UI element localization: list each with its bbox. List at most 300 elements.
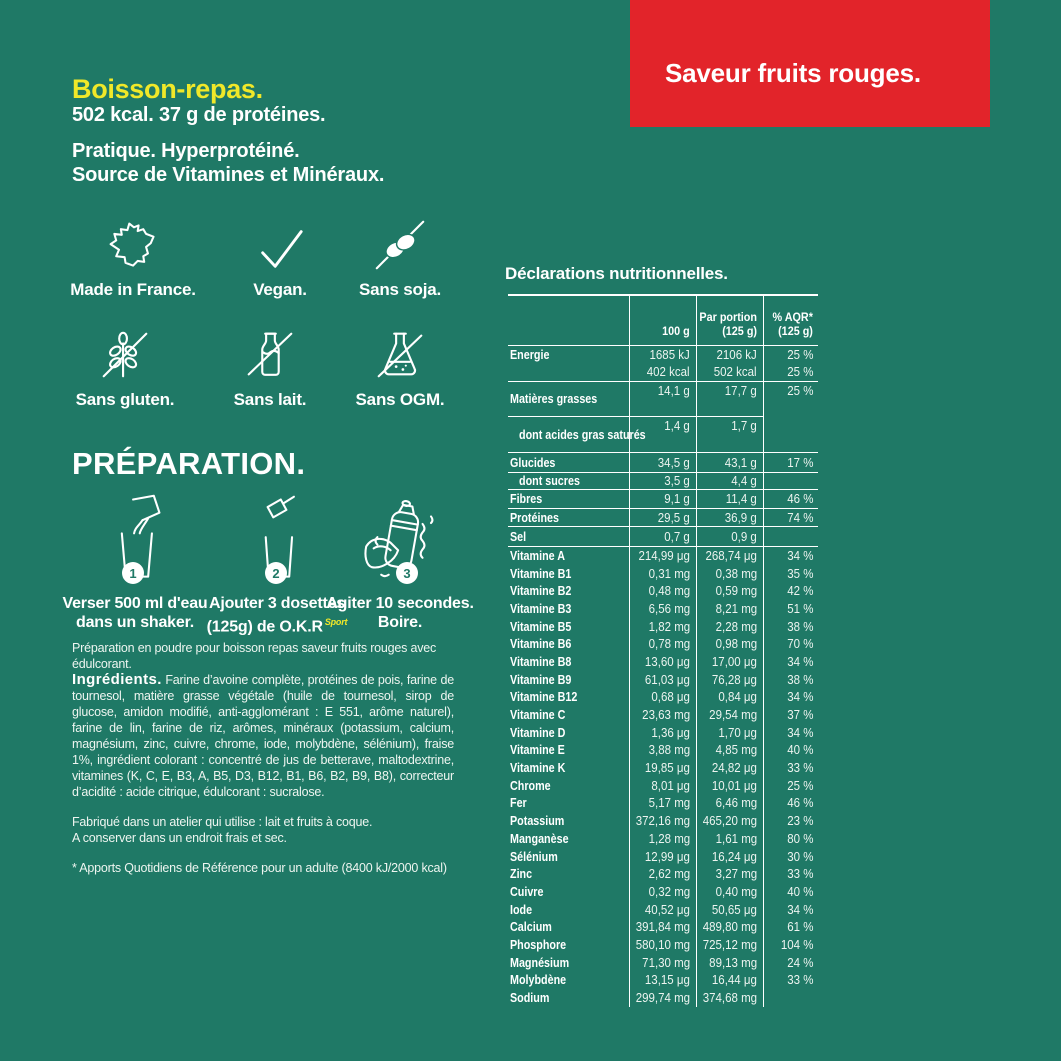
value-per-100g-cell [630,954,697,972]
nutrition-row [508,795,818,813]
value-per-100g: 40,52 μg [644,902,690,917]
value-per-portion: 16,44 μg [711,973,757,988]
value-aqr: 74 % [786,510,813,525]
value-per-100g: 1,28 mg [648,831,690,846]
value-per-100g: 1,4 g [664,419,690,433]
nutrition-row [508,547,818,565]
nutrient-name: Phosphore [510,937,567,952]
value-per-portion-cell [697,490,764,508]
value-per-100g-cell [630,901,697,919]
nutrient-name: Glucides [510,455,556,470]
value-per-100g: 3,5 g [664,474,690,488]
value-aqr-cell [764,509,818,526]
value-per-portion-cell [697,582,764,600]
value-aqr-cell [764,848,818,866]
nutrient-name: Vitamine D [510,725,566,740]
value-aqr-cell [764,600,818,618]
nutrition-row [508,724,818,742]
nutrition-row [508,865,818,883]
value-aqr-cell [764,453,818,472]
value-per-100g-cell [630,865,697,883]
value-per-100g: 1,82 mg [648,619,690,634]
value-per-100g-cell [630,936,697,954]
value-per-portion: 24,82 μg [711,761,757,776]
nutrition-row [508,742,818,760]
value-per-100g: 19,85 μg [644,761,690,776]
header-empty-cell [508,296,630,345]
nutrient-name-cell [508,759,630,777]
value-per-100g: 12,99 μg [644,849,690,864]
value-aqr: 33 % [786,761,813,776]
nutrient-name-cell [508,742,630,760]
value-per-100g: 372,16 mg [635,814,690,829]
nutrient-name-cell [508,795,630,813]
flavor-label: Saveur fruits rouges. [665,58,921,88]
value-per-100g-cell [630,382,697,417]
nutrient-name: Iode [510,902,533,917]
value-per-portion-cell [697,936,764,954]
nutrition-row [508,936,818,954]
value-per-portion-cell [697,830,764,848]
nutrient-name-cell [508,618,630,636]
nutrition-row [508,671,818,689]
value-aqr: 34 % [786,548,813,563]
value-aqr-cell [764,565,818,583]
nutrient-name-cell [508,830,630,848]
nutrient-name: Protéines [510,510,559,525]
value-per-100g-cell [630,777,697,795]
value-per-100g-cell [630,830,697,848]
value-aqr-cell [764,582,818,600]
nutrition-row [508,346,818,363]
value-per-portion: 76,28 μg [711,672,757,687]
value-aqr-cell [764,653,818,671]
value-per-portion: 0,40 mg [715,884,757,899]
value-aqr: 25 % [786,778,813,793]
nutrient-name-cell [508,417,646,452]
value-per-portion-cell [697,759,764,777]
value-per-portion-cell [697,417,764,452]
nutrient-name: Cuivre [510,884,544,899]
value-aqr: 30 % [786,849,813,864]
france-map-icon [63,216,203,274]
value-aqr-cell [764,618,818,636]
value-per-portion-cell [697,689,764,707]
value-per-portion-cell [697,527,764,546]
value-per-portion: 17,7 g [725,384,757,398]
nutrition-row [508,759,818,777]
value-aqr: 33 % [786,973,813,988]
prep-step-1 [60,490,210,632]
value-per-portion-cell [697,671,764,689]
nutrient-name: Vitamine B2 [510,584,572,599]
value-aqr: 40 % [786,743,813,758]
nutrient-name: Fer [510,796,527,811]
step-label: Agiter 10 secondes. Boire. [326,595,474,631]
value-per-portion-cell [697,363,764,381]
nutrient-name: Vitamine B9 [510,672,572,687]
value-per-portion: 3,27 mg [715,867,757,882]
value-per-100g: 0,68 μg [651,690,690,705]
pour-water-icon [60,490,210,586]
value-aqr: 80 % [786,831,813,846]
value-per-100g-cell [630,812,697,830]
nutrient-name-cell [508,509,630,526]
value-per-portion: 89,13 mg [709,955,757,970]
value-per-portion: 1,7 g [731,419,757,433]
value-per-portion: 16,24 μg [711,849,757,864]
value-per-100g: 71,30 mg [642,955,690,970]
value-per-portion: 0,38 mg [715,566,757,581]
value-per-100g: 3,88 mg [648,743,690,758]
value-per-portion-cell [697,509,764,526]
nutrition-row [508,363,818,382]
value-aqr-cell [764,417,818,452]
nutrition-row [508,918,818,936]
value-per-100g: 580,10 mg [635,937,690,952]
nutrient-name: Vitamine B5 [510,619,572,634]
value-aqr-cell [764,742,818,760]
nutrient-name: Zinc [510,867,533,882]
nutrient-name: Vitamine C [510,708,566,723]
nutrition-row [508,848,818,866]
value-per-portion-cell [697,706,764,724]
value-aqr-cell [764,777,818,795]
value-aqr-cell [764,936,818,954]
badge-no-milk [210,326,330,410]
value-aqr-cell [764,635,818,653]
value-aqr-cell [764,473,818,489]
value-per-portion: 17,00 μg [711,654,757,669]
allergen-notice: Fabriqué dans un atelier qui utilise : lait et fruits à coque. A conserver dans un endroit frais et sec. [72,815,373,845]
value-per-portion: 0,9 g [731,529,757,544]
nutrition-row [508,565,818,583]
nutrient-name: Sélénium [510,849,558,864]
value-aqr: 24 % [786,955,813,970]
step-number-badge: 2 [265,562,287,584]
step-label: Ajouter 3 dosettes (125g) de O.K.R $^{Sport}$ [206,595,348,636]
badge-label: Vegan. [253,280,307,299]
tagline-line2: Source de Vitamines et Minéraux. [72,164,385,186]
nutrient-name: Sel [510,529,527,544]
value-aqr-cell [764,759,818,777]
nutrition-row [508,830,818,848]
value-per-100g-cell [630,848,697,866]
value-per-portion-cell [697,565,764,583]
value-per-100g-cell [630,795,697,813]
nutrient-name: Vitamine A [510,548,565,563]
step-number-badge: 1 [122,562,144,584]
nutrition-table [508,294,818,1007]
nutrition-row [508,635,818,653]
value-per-portion: 11,4 g [725,492,757,506]
nutrient-name-cell [508,883,630,901]
nutrition-row [508,689,818,707]
value-per-portion-cell [697,812,764,830]
value-aqr-cell [764,812,818,830]
no-gluten-icon [65,326,185,384]
value-per-100g-cell [630,473,697,489]
value-aqr-cell [764,671,818,689]
nutrient-name: Magnésium [510,955,570,970]
no-gmo-icon [340,326,460,384]
badge-no-soy [345,216,455,300]
value-per-portion: 725,12 mg [702,937,757,952]
nutrient-name-cell [508,600,630,618]
value-per-100g-cell [630,918,697,936]
nutrition-row [508,509,818,527]
value-aqr: 46 % [786,796,813,811]
value-per-portion: 50,65 μg [711,902,757,917]
value-per-100g-cell [630,972,697,990]
value-aqr: 104 % [780,937,813,952]
value-aqr-cell [764,382,818,417]
value-per-portion: 0,98 mg [715,637,757,652]
value-per-portion: 2106 kJ [716,347,757,362]
nutrient-name: Vitamine B8 [510,654,572,669]
value-aqr-cell [764,989,818,1007]
nutrient-name-cell [508,453,630,472]
value-per-portion: 29,54 mg [709,708,757,723]
value-aqr-cell [764,865,818,883]
nutrient-name-cell [508,812,630,830]
value-aqr: 42 % [786,584,813,599]
nutrient-name: Potassium [510,814,565,829]
value-per-100g-cell [630,346,697,363]
value-aqr: 34 % [786,902,813,917]
value-aqr: 38 % [786,672,813,687]
value-aqr: 70 % [786,637,813,652]
nutrient-name-cell [508,706,630,724]
value-per-portion-cell [697,742,764,760]
value-per-portion-cell [697,865,764,883]
value-per-portion: 4,4 g [731,474,757,488]
nutrition-row [508,600,818,618]
value-per-100g-cell [630,671,697,689]
product-tagline [72,139,384,187]
nutrient-name-cell [508,653,630,671]
nutrient-name-cell [508,582,630,600]
badge-made-in-france [63,216,203,300]
value-per-portion: 1,61 mg [715,831,757,846]
value-per-portion-cell [697,600,764,618]
value-per-100g-cell [630,527,697,546]
nutrient-name-cell [508,724,630,742]
value-per-portion: 2,28 mg [715,619,757,634]
value-per-portion: 374,68 mg [702,991,757,1006]
value-per-100g: 23,63 mg [642,708,690,723]
nutrient-name-cell [508,972,630,990]
value-per-portion: 8,21 mg [715,601,757,616]
value-per-portion-cell [697,453,764,472]
shake-icon [325,490,475,586]
header-aqr-cell: % AQR* (125 g) [772,310,813,338]
value-per-100g: 13,15 μg [644,973,690,988]
nutrient-name-cell [508,671,630,689]
nutrition-row [508,706,818,724]
tagline-line1: Pratique. Hyperprotéiné. [72,140,300,162]
value-per-100g: 0,78 mg [648,637,690,652]
value-per-100g-cell [630,453,697,472]
value-aqr: 46 % [786,492,813,506]
value-per-100g: 13,60 μg [644,654,690,669]
value-per-100g: 1685 kJ [649,347,690,362]
value-per-100g: 9,1 g [664,492,690,506]
value-per-100g-cell [630,547,697,565]
ingredients-heading: Ingrédients. [72,671,162,688]
nutrition-row [508,954,818,972]
nutrition-row [508,618,818,636]
value-per-portion: 1,70 μg [718,725,757,740]
step-number-badge: 3 [396,562,418,584]
nutrient-name: Calcium [510,920,552,935]
value-per-100g-cell [630,742,697,760]
product-description: Préparation en poudre pour boisson repas saveur fruits rouges avec édulcorant. [72,641,437,671]
value-per-portion-cell [697,989,764,1007]
value-per-portion-cell [697,795,764,813]
reference-note: * Apports Quotidiens de Référence pour un adulte (8400 kJ/2000 kcal) [72,861,447,875]
value-aqr: 25 % [786,347,813,362]
value-per-portion-cell [697,848,764,866]
nutrition-row [508,972,818,990]
nutrient-name: Vitamine E [510,743,565,758]
value-per-portion: 0,84 μg [718,690,757,705]
ingredients-body: Farine d’avoine complète, protéines de pois, farine de tournesol, matière grasse végétale (huile de tournesol, sirop de glucose, amidon modifié, anti-agglomérant : E 551, arôme naturel), farine de lin, farine de riz, arômes, minéraux (potassium, calcium, magnésium, zinc, cuivre, chrome, iode, molybdène, sélénium), fraise 1%, ingrédient colorant : concentré de jus de betterave, maltodextrine, vitamines (K, C, E, B3, A, B5, D3, B12, B1, B6, B2, B9, B8), correcteur d’acidité : acide citrique, édulcorant : sucralose. [72,673,454,799]
value-per-portion-cell [697,547,764,565]
value-aqr: 34 % [786,690,813,705]
value-aqr-cell [764,363,818,381]
nutrient-name-cell [508,635,630,653]
badge-vegan [220,216,340,300]
nutrient-name: Vitamine B3 [510,601,572,616]
value-per-100g-cell [630,600,697,618]
nutrient-name-cell [508,918,630,936]
value-aqr-cell [764,490,818,508]
value-per-100g: 0,7 g [664,529,690,544]
value-aqr-cell [764,527,818,546]
nutrient-name-cell [508,865,630,883]
nutrient-name: Fibres [510,492,543,506]
value-per-portion-cell [697,653,764,671]
value-per-100g: 8,01 μg [651,778,690,793]
badge-label: Made in France. [70,280,196,299]
value-per-100g-cell [630,706,697,724]
value-per-portion: 502 kcal [714,365,757,379]
value-aqr: 25 % [786,365,813,379]
value-per-100g: 6,56 mg [648,601,690,616]
nutrient-name-cell [508,901,630,919]
flavor-banner [630,0,990,127]
nutrient-name: dont sucres [519,474,580,488]
value-per-100g-cell [630,490,697,508]
nutrition-row [508,490,818,509]
nutrition-row [508,582,818,600]
header-100g-cell: 100 g [630,296,697,345]
value-per-portion-cell [697,777,764,795]
value-per-100g: 0,48 mg [648,584,690,599]
value-per-portion: 36,9 g [725,510,757,525]
nutrient-name-cell [508,777,630,795]
value-per-100g: 29,5 g [658,510,690,525]
value-per-100g: 0,31 mg [648,566,690,581]
nutrient-name: Matières grasses [510,392,598,406]
value-aqr-cell [764,972,818,990]
nutrient-name-cell [508,363,630,381]
value-per-100g: 14,1 g [658,384,690,398]
value-aqr: 34 % [786,654,813,669]
value-aqr-cell [764,689,818,707]
value-per-portion: 465,20 mg [702,814,757,829]
nutrition-row [508,417,818,453]
nutrient-name: Chrome [510,778,551,793]
nutrition-rows [508,346,818,1007]
product-title: Boisson-repas. [72,74,263,104]
value-per-100g: 34,5 g [658,455,690,470]
nutrient-name: Vitamine B1 [510,566,572,581]
nutrient-name-cell [508,527,630,546]
nutrient-name: Molybdène [510,973,567,988]
value-aqr: 23 % [786,814,813,829]
value-aqr: 25 % [786,384,813,398]
value-aqr: 34 % [786,725,813,740]
nutrient-name: Energie [510,347,550,362]
value-aqr: 37 % [786,708,813,723]
value-aqr-cell [764,954,818,972]
value-per-portion-cell [697,618,764,636]
nutrient-name-cell [508,989,630,1007]
nutrition-row [508,883,818,901]
nutrition-row [508,473,818,490]
preparation-title: PRÉPARATION. [72,446,306,481]
value-per-portion-cell [697,382,764,417]
value-aqr-cell [764,346,818,363]
value-per-100g-cell [630,653,697,671]
value-per-portion: 268,74 μg [705,548,757,563]
prep-step-3 [325,490,475,632]
nutrient-name: dont acides gras saturés [519,427,646,442]
value-per-100g: 1,36 μg [651,725,690,740]
value-aqr-cell [764,901,818,919]
nutrient-name-cell [508,848,630,866]
value-per-100g-cell [630,989,697,1007]
nutrient-name-cell [508,954,630,972]
value-per-100g-cell [630,565,697,583]
badge-label: Sans lait. [233,390,307,409]
nutrition-row [508,812,818,830]
badge-label: Sans gluten. [75,390,175,409]
value-per-100g-cell [630,635,697,653]
value-aqr: 35 % [786,566,813,581]
nutrition-row [508,382,818,417]
nutrient-name: Vitamine B6 [510,637,572,652]
value-per-portion-cell [697,954,764,972]
no-soy-icon [345,216,455,274]
nutrient-name-cell [508,565,630,583]
nutrient-name-cell [508,547,630,565]
badge-no-gmo [340,326,460,410]
badge-label: Sans soja. [358,280,442,299]
nutrition-title: Déclarations nutritionnelles. [505,264,728,283]
nutrient-name: Manganèse [510,831,569,846]
value-per-portion-cell [697,724,764,742]
nutrient-name: Sodium [510,991,550,1006]
nutrition-row [508,527,818,547]
ingredients-paragraph [72,672,454,800]
badge-no-gluten [65,326,185,410]
value-per-portion-cell [697,918,764,936]
value-aqr-cell [764,706,818,724]
value-per-portion: 489,80 mg [702,920,757,935]
